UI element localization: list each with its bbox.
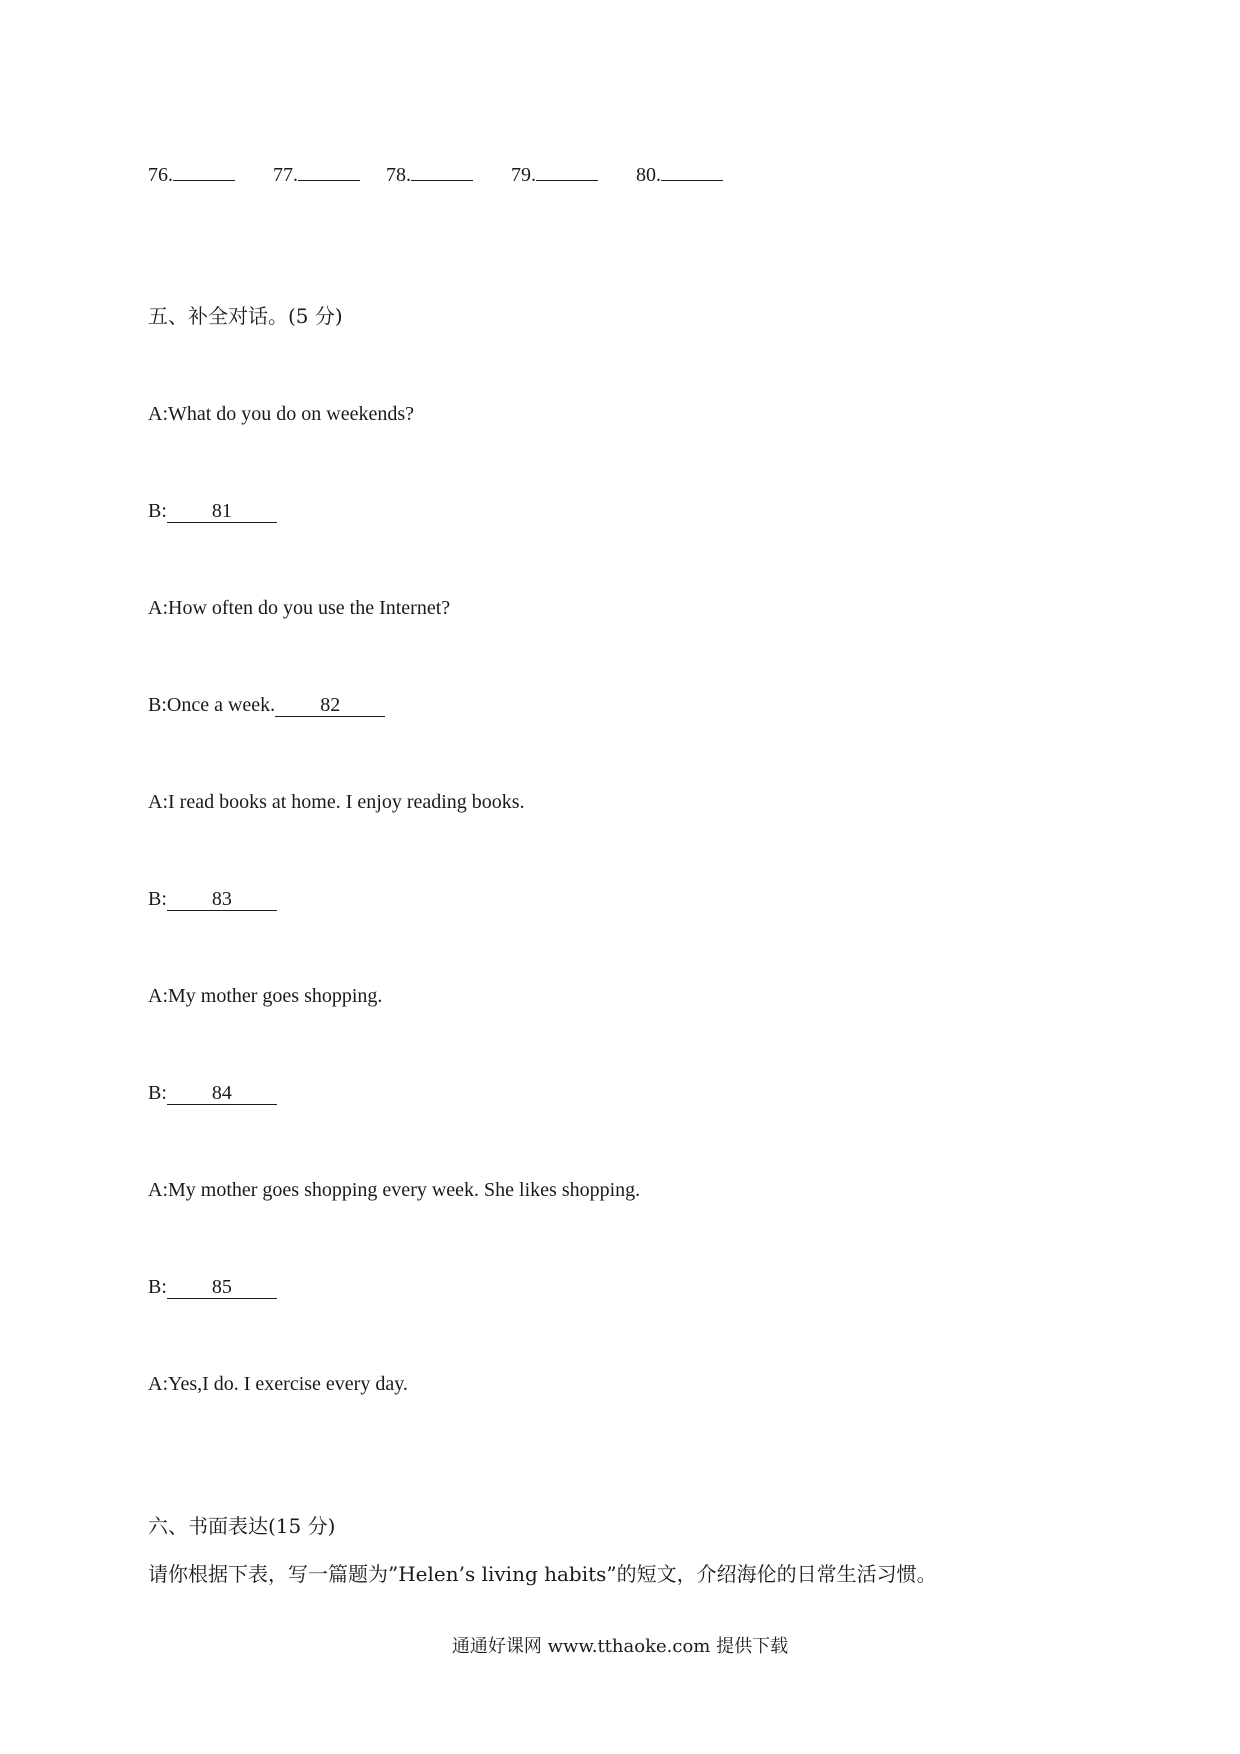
blank-85[interactable]: 85 xyxy=(167,1276,277,1299)
answer-blank-line[interactable] xyxy=(173,162,235,181)
dialogue-line-a: A:My mother goes shopping every week. She likes shopping. xyxy=(148,1179,641,1201)
dialogue-line-b-83: B: 83 xyxy=(148,887,277,911)
answer-blank-line[interactable] xyxy=(298,162,360,181)
answer-number: 76. xyxy=(148,164,173,186)
section6-instruction: 请你根据下表，写一篇题为”Helen’s living habits”的短文，介绍海伦的日常生活习惯。 xyxy=(148,1562,937,1586)
dialogue-line-b-81: B: 81 xyxy=(148,499,277,523)
blank-81[interactable]: 81 xyxy=(167,500,277,523)
answer-number: 77. xyxy=(273,164,298,186)
dialogue-line-a: A:How often do you use the Internet? xyxy=(148,597,451,619)
answer-blank-76 xyxy=(148,162,235,187)
blank-84[interactable]: 84 xyxy=(167,1082,277,1105)
dialogue-line-a: A:I read books at home. I enjoy reading books. xyxy=(148,791,525,813)
answer-blank-line[interactable] xyxy=(536,162,598,181)
dialogue-line-b-84: B: 84 xyxy=(148,1081,277,1105)
dialogue-line-a: A:What do you do on weekends? xyxy=(148,403,415,425)
answer-blank-78 xyxy=(386,162,473,187)
section5-heading: 五、补全对话。(5 分) xyxy=(148,304,343,328)
answer-blank-80 xyxy=(636,162,723,187)
dialogue-line-b-82: B:Once a week. 82 xyxy=(148,693,385,717)
blank-82[interactable]: 82 xyxy=(275,694,385,717)
dialogue-line-b-85: B: 85 xyxy=(148,1275,277,1299)
answer-number: 78. xyxy=(386,164,411,186)
dialogue-line-a: A:Yes,I do. I exercise every day. xyxy=(148,1373,408,1395)
answer-blank-79 xyxy=(511,162,598,187)
answer-number: 80. xyxy=(636,164,661,186)
answer-number: 79. xyxy=(511,164,536,186)
blank-83[interactable]: 83 xyxy=(167,888,277,911)
answer-blank-line[interactable] xyxy=(661,162,723,181)
dialogue-line-a: A:My mother goes shopping. xyxy=(148,985,383,1007)
section6-heading: 六、书面表达(15 分) xyxy=(148,1514,336,1538)
page-footer: 通通好课网 www.tthaoke.com 提供下载 xyxy=(451,1636,789,1657)
answer-blank-77 xyxy=(273,162,360,187)
answer-blank-line[interactable] xyxy=(411,162,473,181)
